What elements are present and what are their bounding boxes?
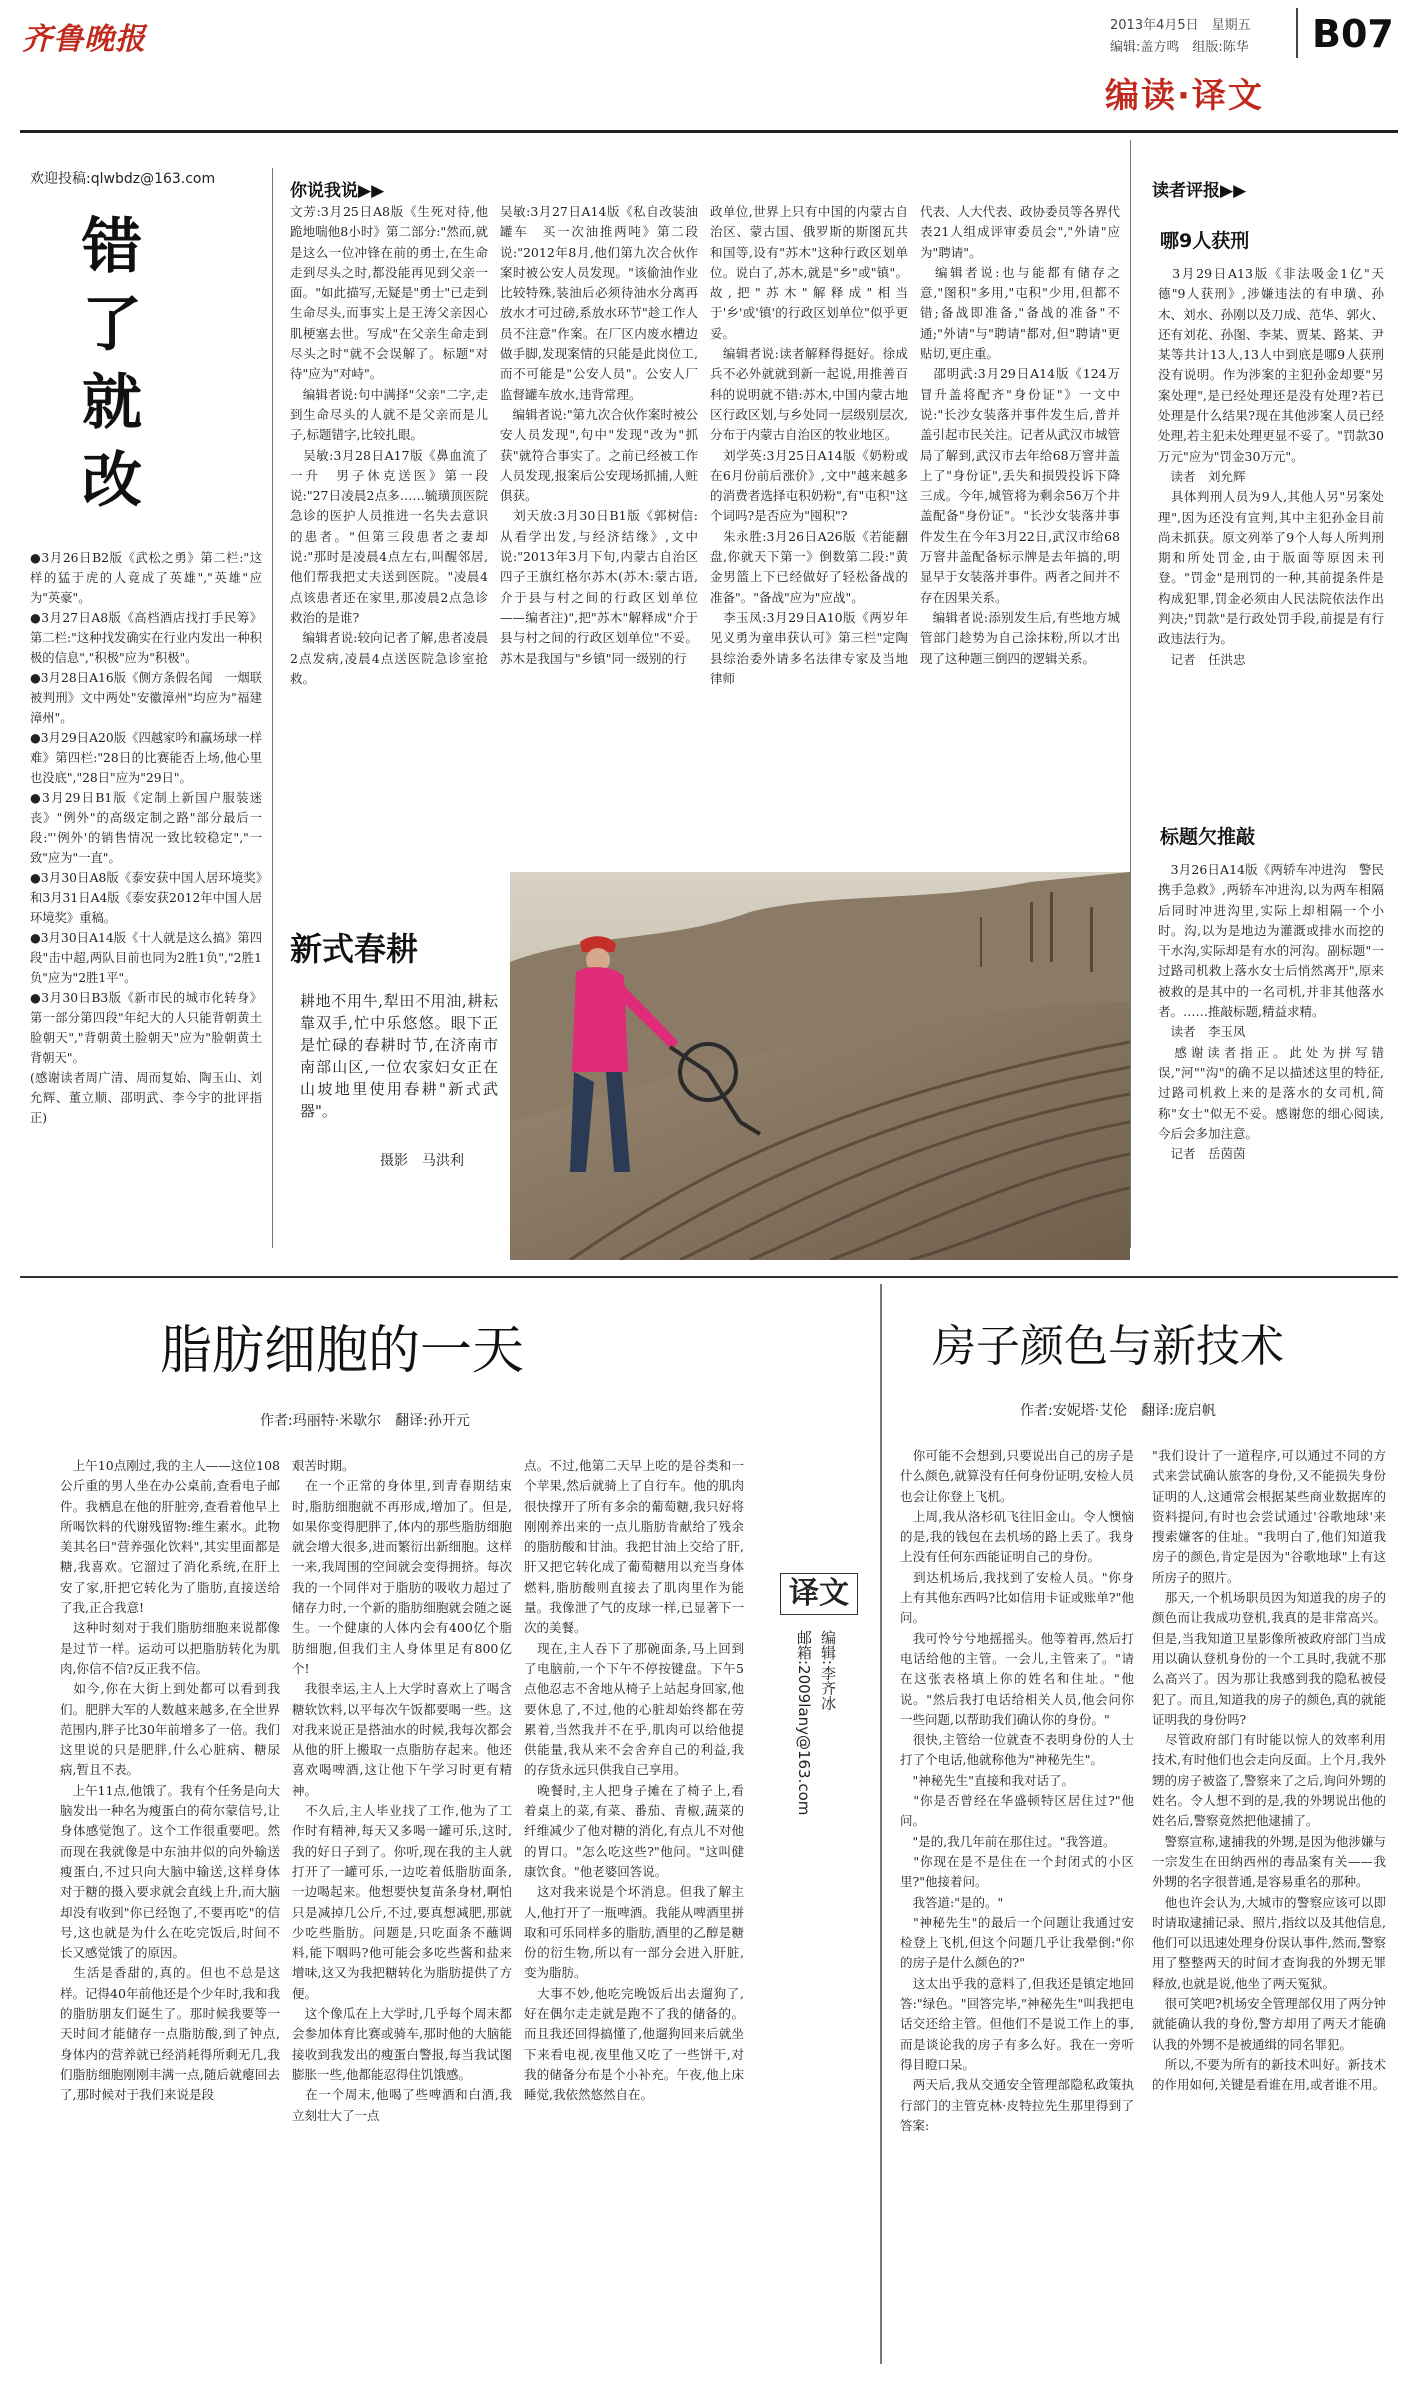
column-divider: [880, 1284, 882, 2364]
column-divider: [272, 168, 273, 1248]
top-rule: [20, 130, 1398, 133]
masthead-logo: 齐鲁晚报: [22, 22, 146, 57]
column-divider: [1130, 140, 1131, 1248]
submission-email: 欢迎投稿:qlwbdz@163.com: [30, 171, 216, 187]
translation-email: 邮箱:2009lany@163.com: [795, 1630, 813, 1816]
fat-cell-column-3: 点。不过,他第二天早上吃的是谷类和一个苹果,然后就骑上了自行车。他的肌肉很快撑开了所有多余的葡萄糖,我只好将刚刚养出来的一点儿脂肪肯献给了残余的脂肪酸和甘油。我把甘油上交给了肝,肝又把它转化成了葡萄糖用以充当身体燃料,脂肪酸则直接去了肌肉里作为能量。我像泄了气的皮球一样,已显著下一次的美餐。 现在,主人吞下了那碗面条,马上回到了电脑前,一个下午不停按键盘。下午5点他忍志不舍地从椅子上站起身回家,他要休息了,不过,他的心脏却始终都在劳累着,当然我并不在乎,肌肉可以给他提供能量,我从来不会舍弃自己的利益,我的存货永远只供我自己享用。 晚餐时,主人把身子摊在了椅子上,看着桌上的菜,有菜、番茄、青椒,蔬菜的纤维减少了他对糖的消化,有点儿不对他的胃口。"怎么吃这些?"他问。"这叫健康饮食。"他老婆回答说。 这对我来说是个坏消息。但我了解主人,他打开了一瓶啤酒。我能从啤酒里拼取和可乐同样多的脂肪,酒里的乙醇是糖份的衍生物,所以有一部分会进入肝脏,变为脂肪。 大事不妙,他吃完晚饭后出去遛狗了,好在偶尔走走就是跑不了我的储备的。而且我还回得搞懂了,他遛狗回来后就坐下来看电视,夜里他又吃了一些饼干,对我的储备分布是个小补充。午夜,他上床睡觉,我依然悠然自在。: [524, 1458, 744, 2103]
house-color-column-2: "我们设计了一道程序,可以通过不同的方式来尝试确认旅客的身份,又不能损失身份证明的人,这通常会根据某些商业数据库的资料提问,有时也会尝试通过'谷歌地球'来搜索嫌客的住址。"我明白了,他们知道我房子的颜色,肯定是因为"谷歌地球"上有这所房子的照片。 那天,一个机场职员因为知道我的房子的颜色而让我成功登机,我真的是非常高兴。但是,当我知道卫星影像所被政府部门当成用以确认登机身份的一个工具时,我就不那么高兴了。因为那让我感到我的隐私被侵犯了。而且,知道我的房子的颜色,真的就能证明我的身份吗? 尽管政府部门有时能以惊人的效率利用技术,有时他们也会走向反面。上个月,我外甥的房子被盗了,警察来了之后,询问外甥的姓名。令人想不到的是,我的外甥说出他的姓名后,警察竟然把他逮捕了。 警察宣称,逮捕我的外甥,是因为他涉嫌与一宗发生在田纳西州的毒品案有关——我外甥的名字很普通,是容易重名的那种。 他也许会认为,大城市的警察应该可以即时请取逮捕记录、照片,指纹以及其他信息,他们可以迅速处理身份误认事件,然而,警察用了整整两天的时间才查询我的外甥无罪释放,也就是说,他坐了两天冤狱。 很可笑吧?机场安全管理部仅用了两分钟就能确认我的身份,警方却用了两天才能确认我的外甥不是被通缉的同名罪犯。 所以,不要为所有的新技术叫好。新技术的作用如何,关键是看谁在用,或者谁不用。: [1152, 1448, 1386, 2093]
fat-cell-column-2: 艰苦时期。 在一个正常的身体里,到青春期结束时,脂肪细胞就不再形成,增加了。但是,如果你变得肥胖了,体内的那些脂肪细胞就会增大很多,进而繁衍出新细胞。这样一来,我周围的空间就会变得拥挤。每次我的一个同伴对于脂肪的吸收力超过了储存力时,一个新的脂肪细胞就会随之诞生。一个健康的人体内会有400亿个脂肪细胞,但我们主人身体里足有800亿个! 我很幸运,主人上大学时喜欢上了喝含糖软饮料,以平每次午饭都要喝一些。这对我来说正是搭油水的时候,我每次都会从他的肝上搬取一点脂肪存起来。他还喜欢喝啤酒,这让他下午学习时更有精神。 不久后,主人毕业找了工作,他为了工作时有精神,每天又多喝一罐可乐,这时,我的好日子到了。你听,现在我的主人就打开了一罐可乐,一边吃着低脂肪面条,一边喝起来。他想要快复苗条身材,啊怕只是减掉几公斤,不过,要真想减肥,那就少吃些脂肪。问题是,只吃面条不蘸调料,能下咽吗?他可能会多吃些酱和盐来增味,这又为我把糖转化为脂肪提供了方便。 这个像瓜在上大学时,几乎每个周末都会参加体育比赛或骑车,那时他的大脑能接收到我发出的瘦蛋白警报,每当我试图膨胀一些,他都能忍得住饥饿感。 在一个周末,他喝了些啤酒和白酒,我立刻壮大了一点: [292, 1458, 512, 2123]
photo-credit: 摄影 马洪利: [380, 1153, 464, 1169]
letters-column-1: 文芳:3月25日A8版《生死对待,他跪地喘他8小时》第二部分:"然而,就是这么一位冲锋在前的勇士,在生命走到尽头之时,都没能再见到父亲一面。"如此描写,无疑是"勇士"已走到生命尽头,而事实上是王涛父亲因心肌梗塞去世。写成"在父亲生命走到尽头之时"就不会误解了。标题"对待"应为"对峙"。 编辑者说:句中满择"父亲"二字,走到生命尽头的人就不是父亲而是儿子,标题错字,比较扎眼。 吴敏:3月28日A17版《鼻血流了一升 男子休克送医》第一段说:"27日凌晨2点多……毓璜顶医院急诊的医护人员推进一名失去意识的患者。"但第三段患者之妻却说:"那时是凌晨4点左右,叫醒邻居,他们帮我把丈夫送到医院。"凌晨4点该患者还在家里,那凌晨2点急诊救治的是谁? 编辑者说:较向记者了解,患者凌晨2点发病,凌晨4点送医院急诊室抢救。: [290, 204, 488, 686]
article-byline-fat-cell: 作者:玛丽特·米歇尔 翻译:孙开元: [260, 1413, 470, 1429]
reader-review-heading: 读者评报▶▶: [1152, 181, 1247, 201]
spring-plowing-photo: [510, 872, 1130, 1260]
corrections-sidebar: [30, 168, 262, 1418]
letters-column-3: 政单位,世界上只有中国的内蒙古自治区、蒙古国、俄罗斯的斯图瓦共和国等,设有"苏木"这种行政区划单位。说白了,苏木,就是"乡"或"镇"。故,把"苏木"解释成"相当于'乡'或'镇'的行政区划单位"似乎更妥。 编辑者说:读者解释得挺好。徐成兵不必外就就到新一起说,用推善百科的说明就不错:苏木,中国内蒙古地区行政区划,与乡处同一层级别层次,分布于内蒙古自治区的牧业地区。 刘学英:3月25日A14版《奶粉或在6月份前后涨价》,文中"越来越多的消费者选择屯积奶粉",有"屯积"这个词吗?是否应为"囤积"? 朱永胜:3月26日A26版《若能翻盘,你就天下第一》倒数第二段:"黄金男篮上下已经做好了轻松备战的准备"。"备战"应为"应战"。 李玉凤:3月29日A10版《两岁年见义勇为童串获认可》第三栏"定陶县综治委外请多名法律专家及当地律师: [710, 204, 908, 686]
corrections-title-line1: 错了: [82, 212, 178, 360]
page-number: B07: [1312, 12, 1394, 56]
house-color-column-1: 你可能不会想到,只要说出自己的房子是什么颜色,就算没有任何身份证明,安检人员也会让你登上飞机。 上周,我从洛杉矶飞往旧金山。令人懊恼的是,我的钱包在去机场的路上丢了。我身上没有任何东西能证明自己的身份。 到达机场后,我找到了安检人员。"你身上有其他东西吗?比如信用卡证或账单?"他问。 我可怜兮兮地摇摇头。他等着再,然后打电话给他的主管。一会儿,主管来了。"请在这张表格填上你的姓名和住址。"他说。"然后我打电话给相关人员,他会问你一些问题,以帮助我们确认你的身份。" 很快,主管给一位就查不表明身份的人士打了个电话,他就称他为"神秘先生"。 "神秘先生"直接和我对话了。 "你是否曾经在华盛顿特区居住过?"他问。 "是的,我几年前在那住过。"我答道。 "你现在是不是住在一个封闭式的小区里?"他接着问。 我答道:"是的。" "神秘先生"的最后一个问题让我通过安检登上飞机,但这个问题几乎让我晕倒:"你的房子是什么颜色的?" 这太出乎我的意料了,但我还是镇定地回答:"绿色。"回答完毕,"神秘先生"叫我把电话交还给主管。但他们不是说工作上的事,而是谈论我的房子有多么好。我在一旁听得目瞪口呆。 两天后,我从交通安全管理部隐私政策执行部门的主管克林·皮特拉先生那里得到了答案:: [900, 1448, 1134, 2133]
translation-label: 译文: [780, 1573, 858, 1615]
letters-column-4: 代表、人大代表、政协委员等各界代表21人组成评审委员会","外请"应为"聘请"。 编辑者说:也与能都有储存之意,"图积"多用,"屯积"少用,但都不错;备战即准备,"备战的准备"不通;"外请"与"聘请"都对,但"聘请"更贴切,更庄重。 邵明武:3月29日A14版《124万冒升盖将配齐"身份证"》一文中说:"长沙女装落并事件发生后,普并盖引起市民关注。记者从武汉市城管局了解到,武汉市去年给68万窨井盖上了"身份证",丢失和损毁投诉下降三成。今年,城管将为剩余56万个井盖配备"身份证"。"长沙女装落井事件发生在今年3月22日,武汉市给68万窨井盖配备标示牌是去年搞的,明显早于女装落并事件。两者之间并不存在因果关系。 编辑者说:添别发生后,有些地方城管部门趁势为自己涂抹粉,所以才出现了这种题三倒四的逻辑关系。: [920, 204, 1120, 666]
article-title-fat-cell: 脂肪细胞的一天: [160, 1321, 525, 1381]
section-rule: [20, 1276, 1398, 1278]
letters-column-2: 吴敏:3月27日A14版《私自改装油罐车 买一次油推两吨》第二段说:"2012年8月,他们第九次合伙作案时被公安人员发现。"该偷油作业比较特殊,装油后必须待油水分离再放水才可过磅,系放水环节"趁工作人员不注意"作案。在厂区内废水槽边做手脚,发现案情的只能是此岗位工,而不可能是"公安人员"。公安人厂监督罐车放水,违背常理。 编辑者说:"第九次合伙作案时被公安人员发现",句中"发现"改为"抓获"就符合事实了。之前已经被工作人员发现,报案后公安现场抓捕,人赃俱获。 刘天放:3月30日B1版《郭树信:从看学出发,与经济结缘》,文中说:"2013年3月下旬,内蒙古自治区四子王旗红格尔苏木(苏木:蒙古语,介于县与村之间的行政区划单位——编者注)",把"苏木"解释成"介于县与村之间的行政区划单位"不妥。苏木是我国与"乡镇"同一级别的行: [500, 204, 698, 666]
photo-caption: 耕地不用牛,犁田不用油,耕耘靠双手,忙中乐悠悠。眼下正是忙碌的春耕时节,在济南市南部山区,一位农家妇女正在山坡地里使用春耕"新式武器"。: [300, 992, 498, 1120]
section-title: 编读·译文: [1105, 76, 1264, 116]
issue-date: 2013年4月5日 星期五: [1110, 18, 1251, 33]
reader-review-1: 3月29日A13版《非法吸金1亿"天德"9人获刑》,涉嫌违法的有申璜、孙木、刘水、孙刚以及刀成、范华、郭火、还有刘花、孙图、李某、贾某、路某、尹某等共计13人,13人中到底是哪9人获刑没有说明。作为涉案的主犯孙金却要"另案处理",是已经处理还是没有处理?若已处理是什么结果?现在其他涉案人员已经处理,若主犯未处理更显不妥了。"罚款30万元"应为"罚金30万元"。 读者 刘允辉 具体判刑人员为9人,其他人另"另案处理",因为还没有宣判,其中主犯孙金目前尚未抓获。原文列举了9个人每人所判刑期和所处罚金,由于版面等原因未刊登。"罚金"是刑罚的一种,其前提条件是构成犯罪,罚金必须由人民法院依法作出判决;"罚款"是行政处罚手段,前提是有行政违法行为。 记者 任洪忠: [1158, 266, 1384, 667]
subheading-headline-issue: 标题欠推敲: [1160, 826, 1256, 848]
corrections-list: ●3月26日B2版《武松之勇》第二栏:"这样的猛于虎的人竟成了英雄","英雄"应为"英豪"。 ●3月27日A8版《高档酒店找打手民筹》第二栏:"这种找发确实在行业内发出一种积极的信息","积极"应为"积极"。 ●3月28日A16版《侧方条假名闻 一烟联被判刑》文中两处"安徽漳州"均应为"福建漳州"。 ●3月29日A20版《四越家吟和赢场球一样难》第四栏:"28日的比赛能否上场,他心里也没底","28日"应为"29日"。 ●3月29日B1版《定制上新国户服装迷丧》"例外"的高级定制之路"部分最后一段:"'例外'的销售情况一致比较稳定","一致"应为"一直"。 ●3月30日A8版《泰安获中国人居环境奖》和3月31日A4版《泰安获2012年中国人居环境奖》重稿。 ●3月30日A14版《十人就是这么搞》第四段"击中超,两队目前也同为2胜1负","2胜1负"应为"2胜1平"。 ●3月30日B3版《新市民的城市化转身》第一部分第四段"年纪大的人只能背朝黄土脸朝天","背朝黄土脸朝天"应为"脸朝黄土背朝天"。 (感谢读者周广清、周而复始、陶玉山、刘允辉、董立顺、邵明武、李今宇的批评指正): [30, 551, 262, 1125]
article-title-house-color: 房子颜色与新技术: [932, 1321, 1284, 1372]
editor-credits: 编辑:盖方鸣 组版:陈华: [1110, 40, 1249, 55]
article-byline-house-color: 作者:安妮塔·艾伦 翻译:庞启帆: [1020, 1403, 1216, 1419]
reader-review-2: 3月26日A14版《两轿车冲进沟 警民携手急救》,两轿车冲进沟,以为两车相隔后同时冲进沟里,实际上却相隔一个小时。沟,以为是地边为灌溉或排水而挖的干水沟,实际却是有水的河沟。副标题"一过路司机救上落水女士后悄然离开",原来被救的是其中的一名司机,并非其他落水者。……推敲标题,精益求精。 读者 李玉凤 感谢读者指正。此处为拼写错误,"河""沟"的确不足以描述这里的特征,过路司机救上来的是落水的女司机,简称"女士"似无不妥。感谢您的细心阅读,今后会多加注意。 记者 岳茵茵: [1158, 862, 1384, 1162]
section-heading-you-say-i-say: 你说我说▶▶: [290, 181, 385, 201]
header-divider: [1296, 8, 1298, 58]
photo-title: 新式春耕: [290, 930, 419, 968]
subheading-who-sentenced: 哪9人获刑: [1160, 230, 1250, 252]
corrections-title-line2: 就改: [82, 368, 178, 516]
fat-cell-column-1: 上午10点刚过,我的主人——这位108公斤重的男人坐在办公桌前,查看电子邮件。我栖息在他的肝脏旁,查看着他早上所喝饮料的代谢残留物:维生素水。此物美其名曰"营养强化饮料",其实里面都是糖,我喜欢。它溜过了消化系统,在肝上安了家,肝把它转化为了脂肪,直接送给了我,正合我意! 这种时刻对于我们脂肪细胞来说都像是过节一样。运动可以把脂肪转化为肌肉,你信不信?反正我不信。 如今,你在大街上到处都可以看到我们。肥胖大军的人数越来越多,在全世界范围内,胖子比30年前增多了一倍。我们这里说的只是肥胖,什么心脏病、糖尿病,暂且不表。 上午11点,他饿了。我有个任务是向大脑发出一种名为瘦蛋白的荷尔蒙信号,让身体感觉饱了。这个工作很重要吧。然而现在我就像是中东油井似的向外输送瘦蛋白,不过只向大脑中输送,这样身体对于糖的摄入要求就会直线上升,而大脑却没有收到"你已经饱了,不要再吃"的信号,这也就是为什么在吃完饭后,时间不长又感觉饿了的原因。 生活是香甜的,真的。但也不总是这样。记得40年前他还是个少年时,我和我的脂肪朋友们诞生了。那时候我要等一天时间才能储存一点脂肪酸,到了钟点,身体内的营养就已经消耗得所剩无几,我们脂肪细胞刚刚丰满一点,随后就瘪回去了,那时候对于我们来说是段: [60, 1458, 280, 2103]
translation-editor: 编辑:李齐冰: [819, 1630, 837, 1711]
